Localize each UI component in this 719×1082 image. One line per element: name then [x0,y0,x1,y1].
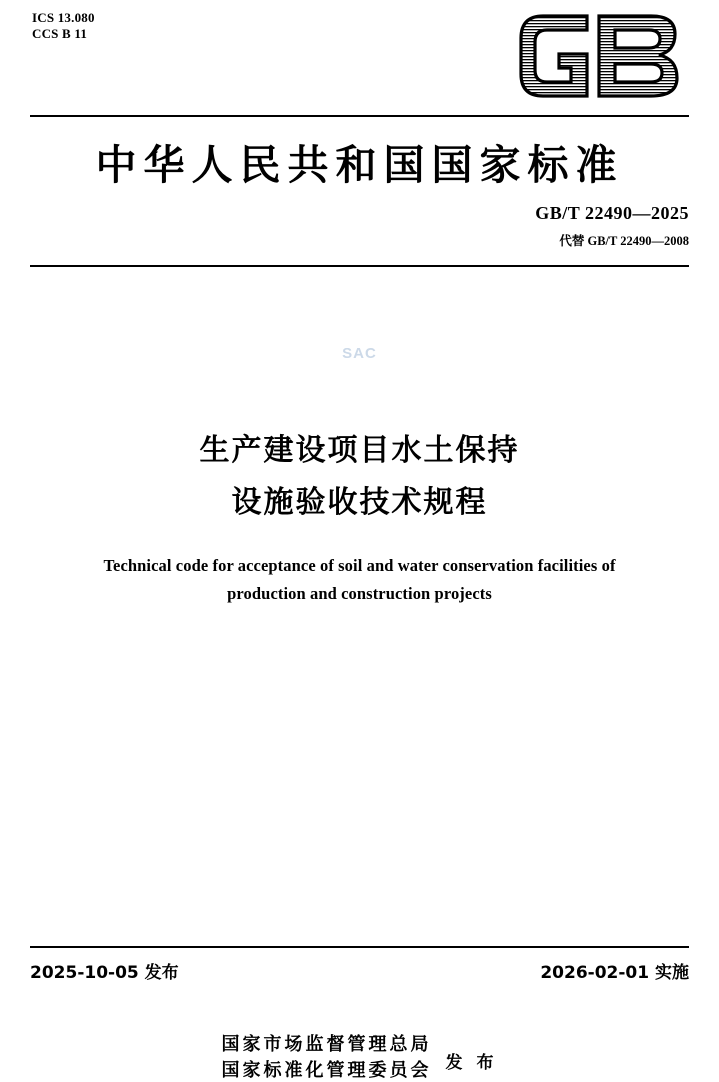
national-standard-title: 中华人民共和国国家标准 [95,141,624,189]
standard-number-block [535,203,689,249]
issuer-block [0,1032,719,1082]
document-title-cn-line2: 设施验收技术规程 [231,485,488,520]
ccs-code: CCS B 11 [32,26,88,41]
divider-bottom [30,946,689,948]
implement-date: 2026-02-01 实施 [540,963,689,983]
document-title-en-line1: Technical code for acceptance of soil and water conservation facilities of [103,556,616,575]
document-title-cn-line1: 生产建设项目水土保持 [199,433,520,468]
divider-top [30,115,689,117]
issuer-names [222,1032,432,1082]
divider-middle [30,265,689,267]
standard-number: GB/T 22490—2025 [535,203,689,223]
issuer-line1: 国家市场监督管理总局 [221,1034,432,1055]
sac-watermark: SAC [342,345,377,362]
date-row [30,958,689,983]
document-title-en [60,552,659,608]
document-title-cn [0,425,719,529]
gb-logo-icon [513,8,691,104]
ics-code: ICS 13.080 [32,10,95,25]
standard-replaces: 代替 GB/T 22490—2008 [559,234,689,248]
classification-codes [32,10,95,42]
document-title-en-line2: production and construction projects [227,584,492,603]
issue-date: 2025-10-05 发布 [30,963,179,983]
issuer-publish-label: 发 布 [445,1052,498,1073]
issuer-line2: 国家标准化管理委员会 [221,1060,432,1081]
